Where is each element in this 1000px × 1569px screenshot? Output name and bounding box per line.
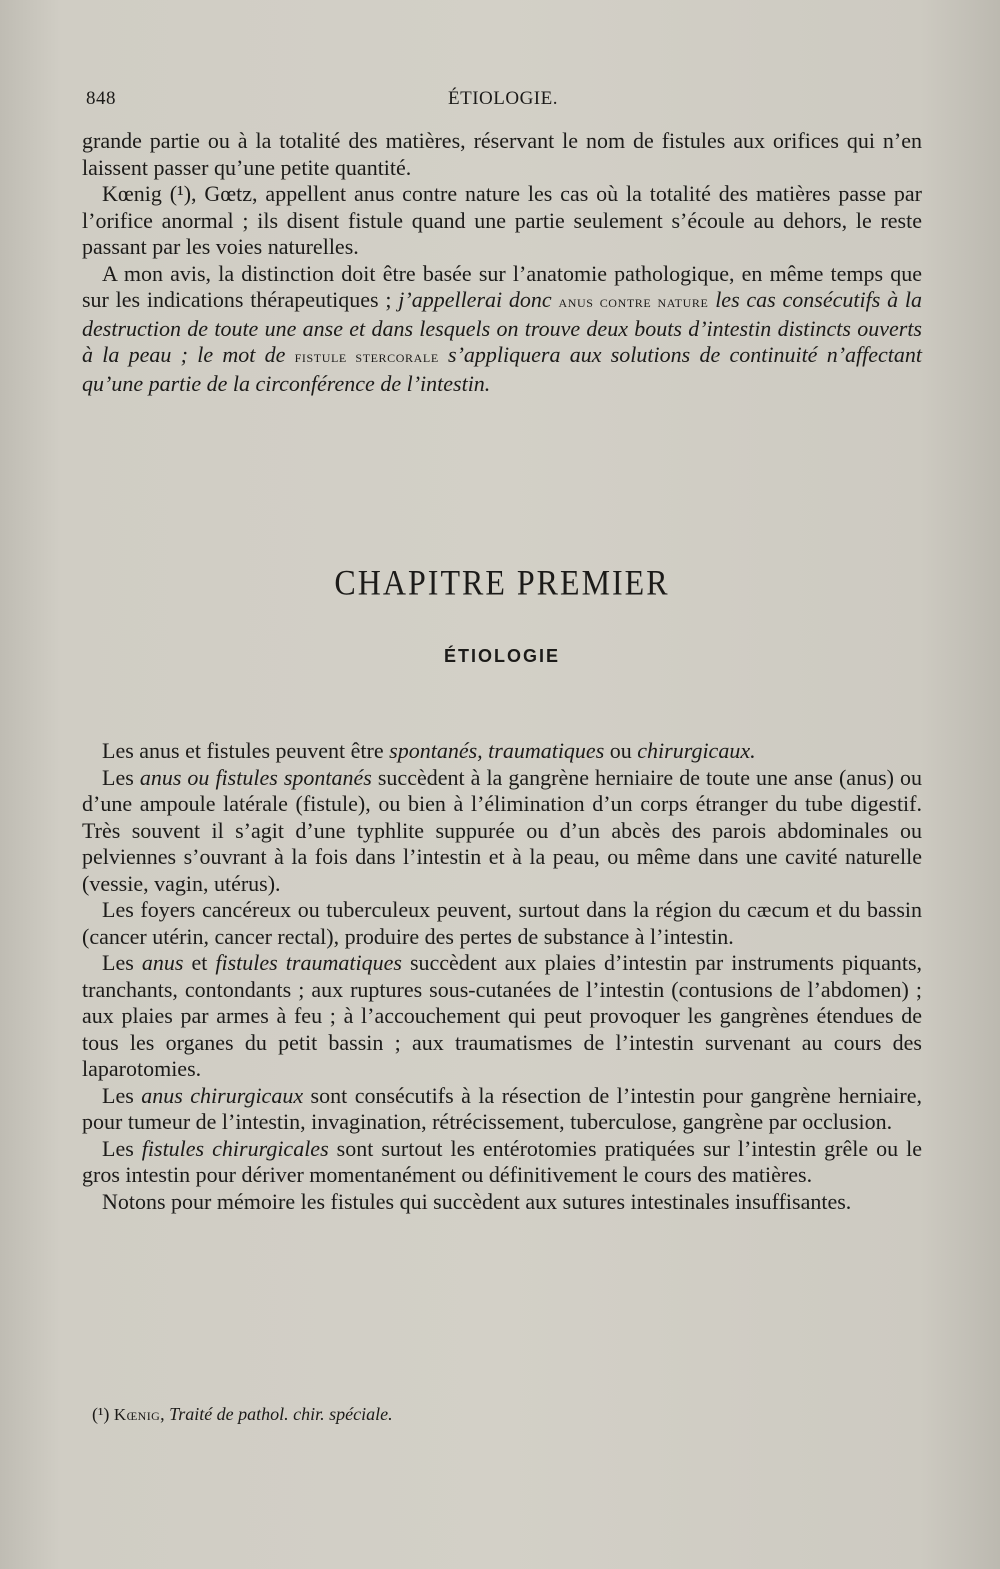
running-title: ÉTIOLOGIE. <box>448 88 558 109</box>
footnote-text: Traité de pathol. chir. spéciale. <box>169 1404 393 1424</box>
intro-paragraph-3: A mon avis, la distinction doit être basée sur l’anatomie pathologique, en même temps que sur les indications thérapeutiques ; j’appellerai donc anus contre nature les cas consécutifs à la destruction de toute une anse et dans lesquels on trouve deux bouts d’intestin distincts ouverts à la peau ; le mot de fistule stercorale s’appliquera aux solutions de continuité n’affectant qu’une partie de la circonférence de l’intestin. <box>82 260 923 396</box>
body-paragraph-1: Les anus et fistules peuvent être spontanés, traumatiques ou chirurgicaux. <box>102 738 756 763</box>
body-paragraph-2: Les anus ou fistules spontanés succèdent à la gangrène herniaire de toute une anse (anus) ou d’une ampoule latérale (fistule), ou bien à l’élimination d’un corps étranger du tube digestif. Très souvent il s’agit d’une typhlite suppurée ou d’un abcès des parois abdominales ou pelviennes s’ouvrant à la fois dans l’intestin et à la peau, ou même dans une cavité naturelle (vessie, vagin, utérus). <box>82 764 922 896</box>
body-paragraph-7: Notons pour mémoire les fistules qui succèdent aux sutures intestinales insuffisantes. <box>102 1188 852 1214</box>
body-paragraph-4: Les anus et fistules traumatiques succèdent aux plaies d’intestin par instruments piquants, tranchants, contondants ; aux ruptures sous-cutanées de l’intestin (contusions de l’abdomen) ; aux plaies par armes à feu ; à l’accouchement qui peut provoquer les gangrènes étendues de tous les organes du petit bassin ; aux traumatismes de l’intestin survenant au cours des laparotomies. <box>82 950 923 1081</box>
body-section <box>82 738 922 1215</box>
footnote-marker: (¹) <box>92 1404 110 1424</box>
chapter-subtitle: ÉTIOLOGIE <box>443 646 560 666</box>
intro-paragraph-2: Kœnig (¹), Gœtz, appellent anus contre nature les cas où la totalité des matières passe par l’orifice anormal ; ils disent fistule quand une partie seulement s’écoule au dehors, le reste passant par les voies naturelles. <box>82 181 922 259</box>
body-paragraph-3: Les foyers cancéreux ou tuberculeux peuvent, surtout dans la région du cæcum et du bassin (cancer utérin, cancer rectal), produire des pertes de substance à l’intestin. <box>82 897 922 949</box>
chapter-title: CHAPITRE PREMIER <box>334 561 670 603</box>
footnote-author: Kœnig <box>113 1405 161 1424</box>
intro-section <box>82 128 922 397</box>
page-header <box>86 88 920 118</box>
footnote: (¹) Kœnig, Traité de pathol. chir. spéciale. <box>92 1404 393 1424</box>
body-paragraph-6: Les fistules chirurgicales sont surtout les entérotomies pratiquées sur l’intestin grêle ou le gros intestin pour dériver momentanément ou définitivement le cours des matières. <box>82 1135 922 1187</box>
page-number: 848 <box>86 88 116 109</box>
body-paragraph-5: Les anus chirurgicaux sont consécutifs à la résection de l’intestin pour gangrène herniaire, pour tumeur de l’intestin, invagination, rétrécissement, tuberculose, gangrène par occlusion. <box>82 1082 923 1134</box>
intro-paragraph-1: grande partie ou à la totalité des matières, réservant le nom de fistules aux orifices qui n’en laissent passer qu’une petite quantité. <box>82 128 922 180</box>
